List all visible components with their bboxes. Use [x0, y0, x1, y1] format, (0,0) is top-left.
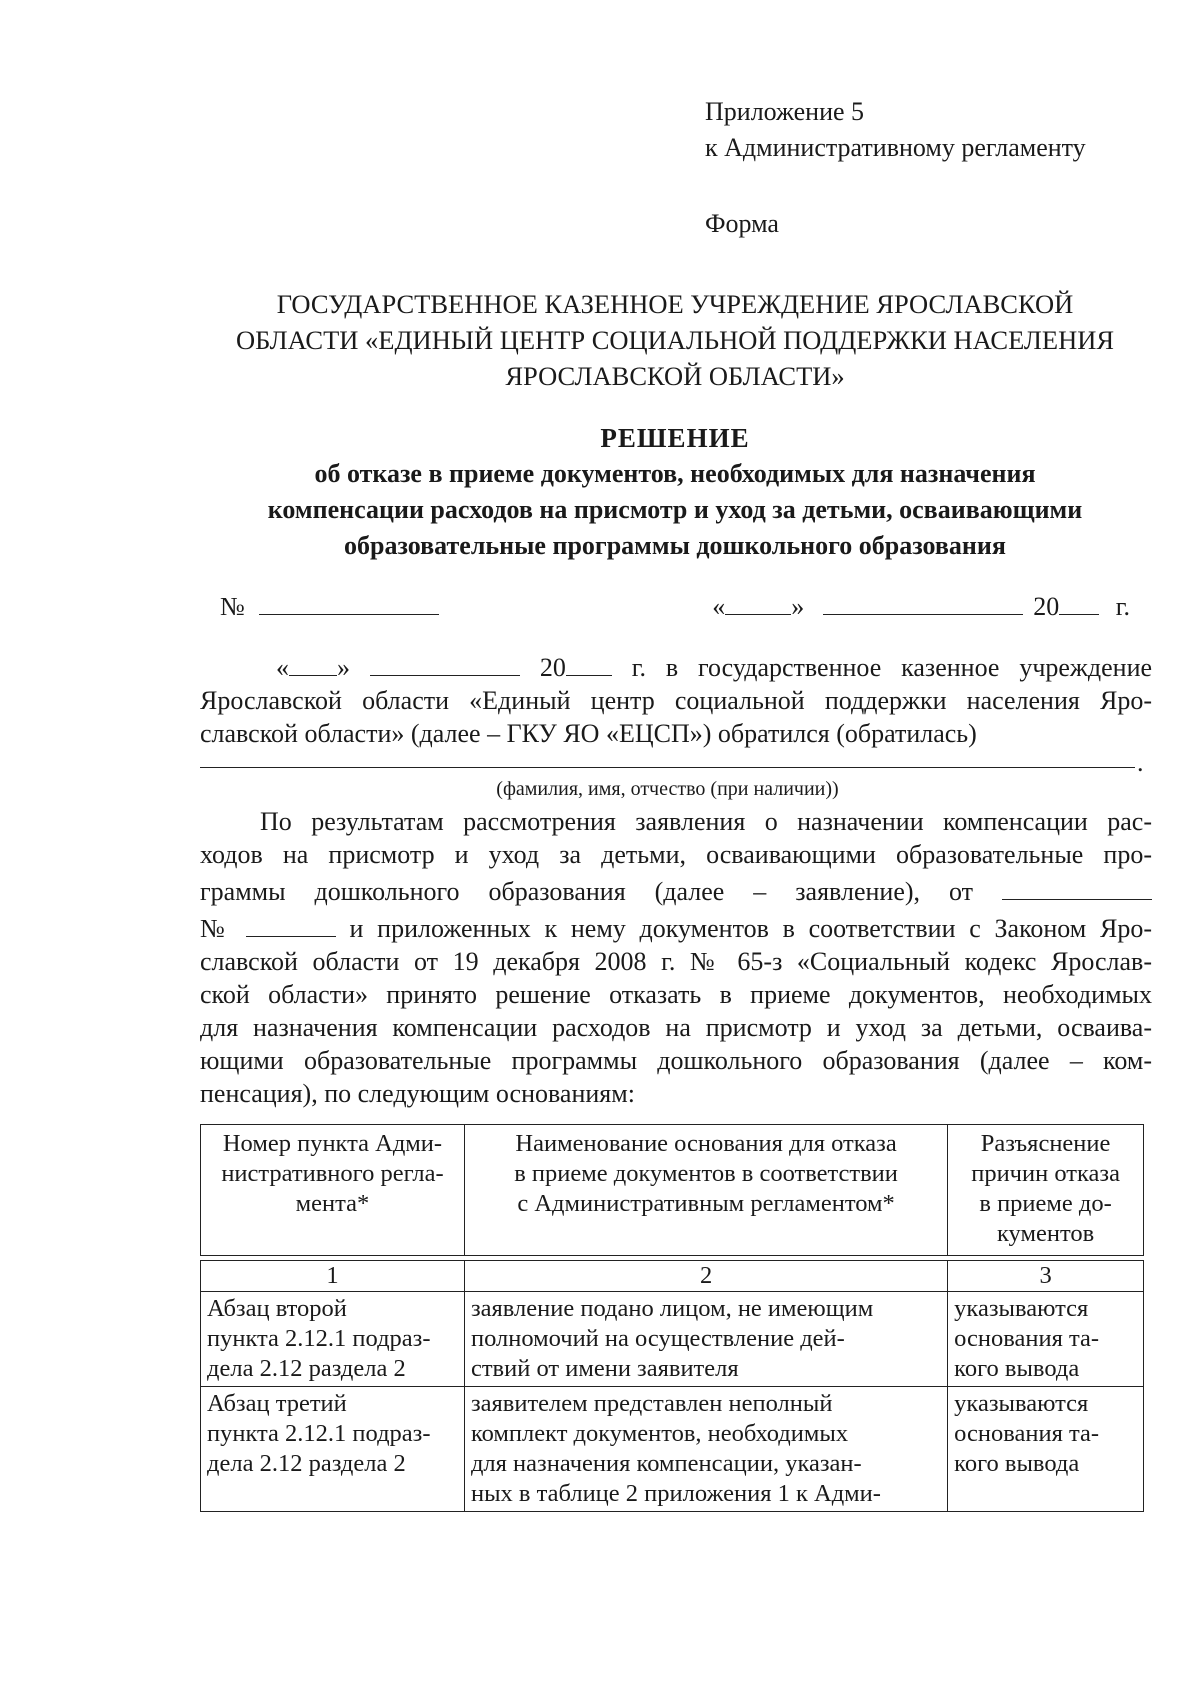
app-date-year-prefix: 20	[539, 653, 566, 682]
decision-title: РЕШЕНИЕ	[600, 423, 750, 453]
cell-line: основания та-	[954, 1325, 1100, 1352]
date-year-suffix: г.	[1115, 592, 1130, 621]
header-cell-refusal-ground	[464, 1125, 947, 1256]
organization-line-2: ОБЛАСТИ «ЕДИНЫЙ ЦЕНТР СОЦИАЛЬНОЙ ПОДДЕРЖКИ НАСЕЛЕНИЯ	[235, 325, 1115, 355]
number-sign: №	[220, 592, 245, 621]
header-col1-line: нистративного регла-	[221, 1160, 444, 1187]
header-col3-line: кументов	[996, 1220, 1095, 1247]
application-month-field[interactable]	[370, 647, 520, 676]
decision-number	[220, 586, 439, 625]
row-2-regulation-item	[201, 1387, 465, 1512]
cell-line: кого вывода	[954, 1450, 1080, 1477]
cell-line: ствий от имени заявителя	[470, 1355, 739, 1382]
cell-line: основания та-	[954, 1420, 1100, 1447]
cell-line: дела 2.12 раздела 2	[207, 1450, 406, 1477]
row-2-explanation	[948, 1387, 1144, 1512]
decision-line-3	[200, 871, 1152, 908]
header-col1-line: мента*	[295, 1190, 370, 1217]
row-1-explanation	[948, 1292, 1144, 1387]
decision-line-4-text: и приложенных к нему документов в соответствии с Законом Яро-	[349, 914, 1152, 943]
cell-line: кого вывода	[954, 1355, 1080, 1382]
column-number-3: 3	[948, 1261, 1144, 1292]
date-day-field[interactable]	[725, 586, 791, 615]
form-label: Форма	[705, 209, 779, 238]
decision-line-1-text: По результатам рассмотрения заявления о назначении компенсации рас-	[260, 807, 1152, 836]
appendix-note	[705, 94, 1086, 242]
date-open-quote: «	[712, 592, 726, 621]
app-date-open-quote: «	[276, 653, 289, 682]
decision-line-6: ской области» принято решение отказать в приеме документов, необходимых	[200, 980, 1152, 1009]
decision-line-5: славской области от 19 декабря 2008 г. № 65-з «Социальный кодекс Ярослав-	[200, 947, 1152, 976]
app-date-close-quote: »	[337, 653, 350, 682]
decision-line-1	[200, 805, 1152, 838]
row-1-refusal-ground	[464, 1292, 947, 1387]
cell-line: указываются	[954, 1390, 1089, 1417]
refusal-grounds-table	[200, 1124, 1144, 1512]
application-line-2: Ярославской области «Единый центр социальной поддержки населения Яро-	[200, 686, 1152, 715]
cell-line: ных в таблице 2 приложения 1 к Адми-	[470, 1480, 881, 1507]
cell-line: для назначения компенсации, указан-	[470, 1450, 862, 1477]
applicant-name-caption: (фамилия, имя, отчество (при наличии))	[496, 778, 839, 800]
application-date-field[interactable]	[1002, 871, 1152, 900]
cell-line: Абзац третий	[207, 1390, 347, 1417]
cell-line: заявление подано лицом, не имеющим	[470, 1295, 874, 1322]
header-col3-line: причин отказа	[971, 1160, 1120, 1187]
table-row	[201, 1387, 1144, 1512]
cell-line: дела 2.12 раздела 2	[207, 1355, 406, 1382]
cell-line: указываются	[954, 1295, 1089, 1322]
cell-line: комплект документов, необходимых	[470, 1420, 849, 1447]
decision-subtitle-line-1: об отказе в приеме документов, необходимых для назначения	[314, 459, 1036, 488]
application-day-field[interactable]	[289, 647, 337, 676]
decision-subtitle-line-2: компенсации расходов на присмотр и уход за детьми, осваивающими	[267, 495, 1083, 524]
header-col1-line: Номер пункта Адми-	[222, 1130, 443, 1157]
decision-heading	[180, 420, 1170, 564]
header-cell-explanation	[948, 1125, 1144, 1256]
header-col2-line: с Административным регламентом*	[517, 1190, 895, 1217]
header-col2-line: в приеме документов в соответствии	[514, 1160, 898, 1187]
decision-line-2: ходов на присмотр и уход за детьми, осваивающими образовательные про-	[200, 840, 1152, 869]
organization-line-3: ЯРОСЛАВСКОЙ ОБЛАСТИ»	[505, 361, 845, 391]
organization-name	[180, 286, 1170, 394]
column-number-1: 1	[201, 1261, 465, 1292]
header-col3-line: в приеме до-	[979, 1190, 1112, 1217]
application-year-field[interactable]	[566, 647, 612, 676]
decision-number-field[interactable]	[259, 586, 439, 615]
applicant-name-field[interactable]	[200, 766, 1135, 768]
decision-line-8: ющими образовательные программы дошкольного образования (далее – ком-	[200, 1046, 1152, 1075]
table-row	[201, 1292, 1144, 1387]
row-1-regulation-item	[201, 1292, 465, 1387]
table-header-row	[201, 1125, 1144, 1256]
application-number-field[interactable]	[246, 908, 336, 937]
application-line-1-text: г. в государственное казенное учреждение	[631, 653, 1153, 682]
applicant-field-dot: .	[1137, 748, 1144, 777]
date-year-prefix: 20	[1033, 592, 1060, 621]
decision-paragraph	[200, 805, 1152, 1110]
row-2-refusal-ground	[464, 1387, 947, 1512]
appendix-number: Приложение 5	[705, 97, 865, 126]
header-col3-line: Разъяснение	[980, 1130, 1111, 1157]
decision-line-3-text: граммы дошкольного образования (далее – заявление), от	[200, 877, 974, 906]
date-close-quote: »	[791, 592, 805, 621]
cell-line: пункта 2.12.1 подраз-	[207, 1325, 431, 1352]
date-month-field[interactable]	[823, 586, 1023, 615]
table-column-numbers-row	[201, 1261, 1144, 1292]
application-line-3: славской области» (далее – ГКУ ЯО «ЕЦСП») обратился (обратилась)	[200, 719, 977, 748]
cell-line: заявителем представлен неполный	[470, 1390, 833, 1417]
appendix-reference: к Административному регламенту	[705, 133, 1086, 162]
header-col2-line: Наименование основания для отказа	[515, 1130, 897, 1157]
application-line-1	[200, 647, 1152, 684]
decision-line-9: пенсация), по следующим основаниям:	[200, 1079, 635, 1108]
decision-line-7: для назначения компенсации расходов на присмотр и уход за детьми, осваива-	[200, 1013, 1152, 1042]
header-cell-regulation-item	[201, 1125, 465, 1256]
date-year-field[interactable]	[1059, 586, 1099, 615]
column-number-2: 2	[464, 1261, 947, 1292]
application-number-sign: №	[200, 914, 233, 943]
cell-line: полномочий на осуществление дей-	[470, 1325, 845, 1352]
decision-subtitle-line-3: образовательные программы дошкольного образования	[344, 531, 1006, 560]
decision-date	[712, 586, 1130, 625]
cell-line: пункта 2.12.1 подраз-	[207, 1420, 431, 1447]
decision-line-4	[200, 908, 1152, 945]
organization-line-1: ГОСУДАРСТВЕННОЕ КАЗЕННОЕ УЧРЕЖДЕНИЕ ЯРОСЛАВСКОЙ	[276, 289, 1074, 319]
cell-line: Абзац второй	[207, 1295, 347, 1322]
application-paragraph	[200, 647, 1152, 750]
